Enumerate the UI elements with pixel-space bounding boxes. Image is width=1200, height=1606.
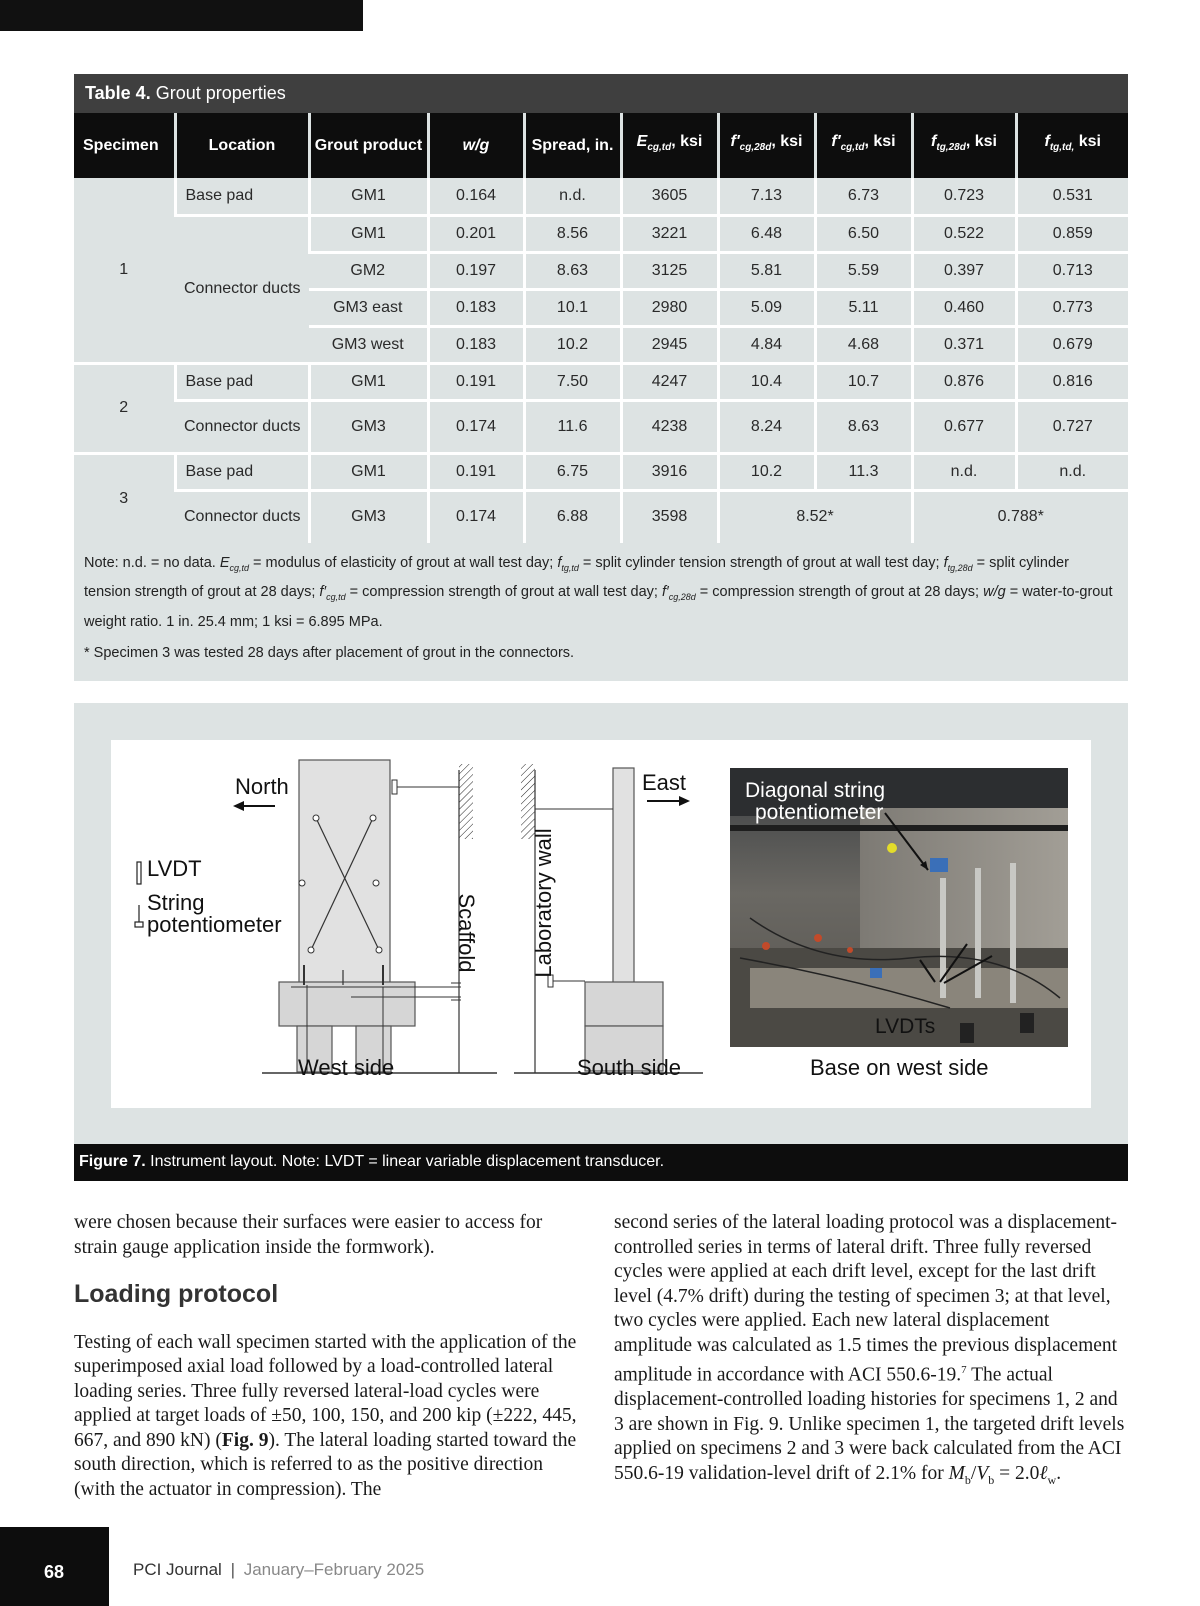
lvdt-legend-icon (137, 862, 141, 884)
fcgtd-cell: 5.59 (815, 252, 912, 289)
wg-cell: 0.183 (428, 326, 524, 363)
spread-cell: 7.50 (524, 363, 621, 400)
fcg28-cell: 4.84 (718, 326, 815, 363)
table-row (74, 178, 1128, 215)
ftg28-cell: 0.723 (912, 178, 1016, 215)
legend-lvdt-label: LVDT (147, 856, 202, 881)
table-row (74, 453, 1128, 490)
location-cell: Base pad (175, 178, 309, 215)
ecg-cell: 3916 (621, 453, 718, 490)
figure-caption (74, 1144, 1128, 1181)
reference-link[interactable]: 7 (961, 1364, 967, 1376)
header-fcg28: $f'_{cg,28d}$, ksi (718, 113, 815, 178)
issue-date: January–February 2025 (243, 1560, 425, 1579)
ftgtd-cell: 0.816 (1016, 363, 1128, 400)
product-cell: GM3 west (309, 326, 428, 363)
ftg28-cell: n.d. (912, 453, 1016, 490)
spread-cell: 6.75 (524, 453, 621, 490)
fcgtd-cell: 10.7 (815, 363, 912, 400)
ftg28-cell: 0.876 (912, 363, 1016, 400)
wg-cell: 0.201 (428, 215, 524, 252)
ftgtd-cell: 0.859 (1016, 215, 1128, 252)
table-header-row (74, 113, 1128, 178)
ftgtd-cell: 0.727 (1016, 400, 1128, 453)
product-cell: GM1 (309, 453, 428, 490)
grout-properties-table (74, 74, 1128, 681)
fcg28-cell: 7.13 (718, 178, 815, 215)
table-note-text: Note: n.d. = no data. $E_{cg,td}$ = modulus of elasticity of grout at wall test day; $f_{tg,td}$ = split cylinder tension strength of grout at wall test day; $f_{tg,28d}$ = split cylinder tension strength of grout at 28 days; $f'_{cg,td}$ = compression strength of grout at wall test day; $f'_{cg,28d}$ = compression strength of grout at 28 days; w/g = water-to-grout weight ratio. 1 in. 25.4 mm; 1 ksi = 6.895 MPa. (84, 555, 1113, 630)
header-ecg: $E_{cg,td}$, ksi (621, 113, 718, 178)
location-cell: Connector ducts (175, 490, 309, 543)
wg-cell: 0.164 (428, 178, 524, 215)
fcgtd-cell: 5.11 (815, 289, 912, 326)
wg-cell: 0.174 (428, 400, 524, 453)
specimen-cell: 2 (74, 363, 175, 453)
wg-cell: 0.183 (428, 289, 524, 326)
ecg-cell: 4238 (621, 400, 718, 453)
product-cell: GM1 (309, 215, 428, 252)
header-location: Location (175, 113, 309, 178)
fcg28-cell: 5.81 (718, 252, 815, 289)
north-label: North (235, 774, 289, 799)
fcg28-cell: 6.48 (718, 215, 815, 252)
spread-cell: n.d. (524, 178, 621, 215)
product-cell: GM3 east (309, 289, 428, 326)
ecg-cell: 3598 (621, 490, 718, 543)
fcg28-cell: 5.09 (718, 289, 815, 326)
west-side-label: West side (298, 1055, 395, 1080)
fcgtd-cell: 6.50 (815, 215, 912, 252)
fcgtd-cell: 6.73 (815, 178, 912, 215)
base-west-label: Base on west side (810, 1055, 989, 1080)
paragraph: were chosen because their surfaces were easier to access for strain gauge application inside the formwork). (74, 1212, 543, 1258)
table-row (74, 400, 1128, 453)
north-arrow-icon (233, 801, 275, 811)
spread-cell: 6.88 (524, 490, 621, 543)
figure-label: Figure 7. (79, 1153, 146, 1170)
body-column-left (74, 1211, 582, 1502)
header-specimen: Specimen (74, 113, 175, 178)
laboratory-wall-label: Laboratory wall (531, 828, 556, 978)
header-wg: w/g (428, 113, 524, 178)
location-cell: Base pad (175, 453, 309, 490)
string-pot-legend-icon (135, 905, 143, 927)
legend-string-pot-label: String potentiometer (147, 890, 282, 937)
product-cell: GM1 (309, 178, 428, 215)
ftgtd-cell: 0.679 (1016, 326, 1128, 363)
ftgtd-cell: 0.713 (1016, 252, 1128, 289)
product-cell: GM1 (309, 363, 428, 400)
ecg-cell: 3605 (621, 178, 718, 215)
table-grid (74, 113, 1128, 543)
fcgtd-cell: 4.68 (815, 326, 912, 363)
wg-cell: 0.191 (428, 453, 524, 490)
spread-cell: 11.6 (524, 400, 621, 453)
header-ftg28: $f_{tg,28d}$, ksi (912, 113, 1016, 178)
product-cell: GM3 (309, 490, 428, 543)
journal-name: PCI Journal (133, 1560, 222, 1579)
table-title (74, 74, 1128, 113)
product-cell: GM2 (309, 252, 428, 289)
instrument-photo (730, 768, 1068, 1047)
fcg28-cell: 10.4 (718, 363, 815, 400)
paragraph: Testing of each wall specimen started with the application of the superimposed axial load followed by a load-controlled lateral loading series. Three fully reversed lateral-load cycles were applied at target loads of ±50, 100, 150, and 200 kip (±222, 445, 667, and 890 kN) (Fig. 9). The lateral loading started toward the south direction, which is referred to as the positive direction (with the actuator in compression). The (74, 1331, 577, 1500)
page-number: 68 (0, 1527, 109, 1606)
ftg28-cell: 0.397 (912, 252, 1016, 289)
ftg28-cell: 0.371 (912, 326, 1016, 363)
ecg-cell: 2945 (621, 326, 718, 363)
table-title-text: Grout properties (155, 83, 286, 103)
table-row (74, 363, 1128, 400)
fcgtd-cell: 11.3 (815, 453, 912, 490)
figure-caption-text: Instrument layout. Note: LVDT = linear variable displacement transducer. (150, 1153, 665, 1170)
ftgtd-cell: 0.773 (1016, 289, 1128, 326)
ftg28-cell: 0.677 (912, 400, 1016, 453)
east-label: East (642, 770, 687, 795)
header-ftgtd: $f_{tg,td,}$ ksi (1016, 113, 1128, 178)
section-heading: Loading protocol (74, 1280, 279, 1308)
location-cell: Base pad (175, 363, 309, 400)
fcgtd-cell: 8.63 (815, 400, 912, 453)
header-grout-product: Grout product (309, 113, 428, 178)
photo-label-diagonal: Diagonal string potentiometer (745, 779, 886, 824)
spread-cell: 10.1 (524, 289, 621, 326)
ftgtd-cell: n.d. (1016, 453, 1128, 490)
top-bar (0, 0, 363, 31)
spread-cell: 10.2 (524, 326, 621, 363)
fcg28-cell: 10.2 (718, 453, 815, 490)
ftg-merged-cell: 0.788* (912, 490, 1128, 543)
east-arrow-icon (647, 796, 690, 806)
spread-cell: 8.63 (524, 252, 621, 289)
wg-cell: 0.174 (428, 490, 524, 543)
footer-journal: PCI Journal | January–February 2025 (133, 1560, 425, 1579)
figure-ref-link[interactable]: Fig. 9 (221, 1429, 269, 1451)
specimen-cell: 3 (74, 453, 175, 543)
ecg-cell: 4247 (621, 363, 718, 400)
photo-label-lvdts: LVDTs (875, 1015, 936, 1038)
location-cell: Connector ducts (175, 215, 309, 363)
spread-cell: 8.56 (524, 215, 621, 252)
ftg28-cell: 0.522 (912, 215, 1016, 252)
header-spread: Spread, in. (524, 113, 621, 178)
wg-cell: 0.197 (428, 252, 524, 289)
specimen-cell: 1 (119, 260, 129, 278)
table-row (74, 490, 1128, 543)
ecg-cell: 3125 (621, 252, 718, 289)
scaffold-label: Scaffold (454, 893, 479, 973)
ftg28-cell: 0.460 (912, 289, 1016, 326)
table-note (74, 543, 1128, 666)
body-column-right (614, 1211, 1128, 1492)
product-cell: GM3 (309, 400, 428, 453)
table-footnote: * Specimen 3 was tested 28 days after placement of grout in the connectors. (84, 645, 575, 662)
south-side-label: South side (577, 1055, 681, 1080)
ecg-cell: 2980 (621, 289, 718, 326)
ftgtd-cell: 0.531 (1016, 178, 1128, 215)
paragraph: second series of the lateral loading protocol was a displacement-controlled series in terms of lateral drift. Three fully reversed cycles were applied at each drift level, except for the last drift level (4.7% drift) during the testing of specimen 3; at that level, two cycles were applied. Each new lateral displacement amplitude was calculated as 1.5 times the previous displacement amplitude in accordance with ACI 550.6-19.$^7$ The actual displacement-controlled loading histories for specimens 1, 2 and 3 are shown in Fig. 9. Unlike specimen 1, the targeted drift levels applied on specimens 2 and 3 were back calculated from the ACI 550.6-19 validation-level drift of 2.1% for $M_b/V_b$ = 2.0ℓ$_w$. (614, 1212, 1125, 1487)
ecg-cell: 3221 (621, 215, 718, 252)
table-row (74, 215, 1128, 252)
table-label: Table 4. (85, 83, 151, 103)
fcg-merged-cell: 8.52* (718, 490, 912, 543)
location-cell: Connector ducts (175, 400, 309, 453)
fcg28-cell: 8.24 (718, 400, 815, 453)
wg-cell: 0.191 (428, 363, 524, 400)
header-fcgtd: $f'_{cg,td}$, ksi (815, 113, 912, 178)
